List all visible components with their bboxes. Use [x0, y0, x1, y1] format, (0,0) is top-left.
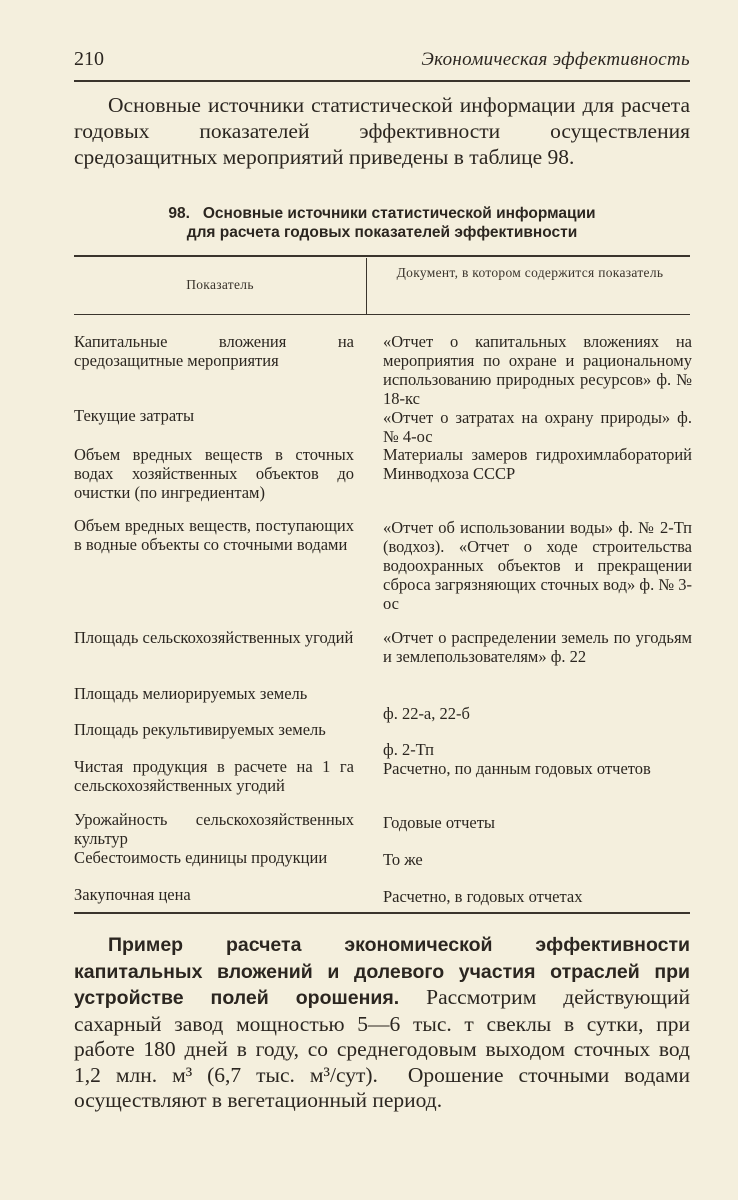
row-4-indicator: Объем вредных веществ, поступающих в водные объекты со сточными водами: [74, 516, 354, 554]
row-7-indicator: Площадь рекультивируемых земель: [74, 720, 326, 739]
table-header-rule: [74, 314, 690, 315]
row-5-indicator: Площадь сельскохозяйственных угодий: [74, 628, 354, 647]
column-header-indicator: Показатель: [186, 277, 254, 292]
table-bottom-rule: [74, 912, 690, 914]
table-caption: [74, 204, 690, 242]
row-10-indicator: Себестоимость единицы продукции: [74, 848, 328, 867]
row-2-indicator: Текущие затраты: [74, 406, 195, 425]
table-caption-line-2: для расчета годовых показателей эффективности: [186, 224, 578, 241]
intro-paragraph: [74, 92, 690, 170]
example-heading: Пример расчета экономической эффективности капитальных вложений и долевого участия отраслей при устройстве полей орошения.: [74, 934, 690, 1009]
example-paragraph: [74, 932, 701, 1114]
table-header-divider: [366, 258, 367, 314]
row-3-document: Материалы замеров гидрохимлабораторий Минводхоза СССР: [383, 445, 692, 483]
row-8-document: Расчетно, по данным годовых отчетов: [383, 759, 651, 778]
row-3-indicator: Объем вредных веществ в сточных водах хозяйственных объектов до очистки (по ингредиентам): [74, 445, 354, 502]
row-10-document: То же: [383, 850, 423, 869]
page-number: 210: [74, 48, 104, 70]
row-11-indicator: Закупочная цена: [74, 885, 191, 904]
row-11-document: Расчетно, в годовых отчетах: [383, 887, 583, 906]
row-1-indicator: Капитальные вложения на средозащитные мероприятия: [74, 332, 354, 370]
row-9-indicator: Урожайность сельскохозяйственных культур: [74, 810, 354, 848]
row-5-document: «Отчет о распределении земель по угодьям и землепользователям» ф. 22: [383, 628, 692, 666]
running-title: Экономическая эффективность: [421, 49, 690, 70]
example-text: Рассмотрим действующий сахарный завод мощностью 5—6 тыс. т свеклы в сутки, при работе 180 дней в году, со среднегодовым выходом сточных вод 1,2 млн. м³ (6,7 тыс. м³/сут). Орошение сточными водами осуществляют в вегетационный период.: [74, 985, 701, 1112]
row-7-document: ф. 2-Тп: [383, 740, 434, 759]
page-header: [74, 48, 690, 78]
header-rule: [74, 80, 690, 82]
intro-text: Основные источники статистической информации для расчета годовых показателей эффективности осуществления средозащитных мероприятий приведены в таблице 98.: [74, 93, 690, 169]
row-8-indicator: Чистая продукция в расчете на 1 га сельскохозяйственных угодий: [74, 757, 354, 795]
row-2-document: «Отчет о затратах на охрану природы» ф. № 4-ос: [383, 408, 692, 446]
row-6-indicator: Площадь мелиорируемых земель: [74, 684, 308, 703]
row-6-document: ф. 22-а, 22-б: [383, 704, 470, 723]
table-caption-line-1: 98. Основные источники статистической информации: [168, 205, 596, 222]
row-9-document: Годовые отчеты: [383, 813, 495, 832]
row-1-document: «Отчет о капитальных вложениях на мероприятия по охране и рациональному использованию природных ресурсов» ф. № 18-кс: [383, 332, 692, 408]
column-header-document: Документ, в котором содержится показатель: [396, 265, 664, 280]
table-top-rule: [74, 255, 690, 257]
row-4-document: «Отчет об использовании воды» ф. № 2-Тп (водхоз). «Отчет о ходе строительства водоохранных объектов и прекращении сброса загрязняющих сточных вод» ф. № 3-ос: [383, 518, 692, 613]
